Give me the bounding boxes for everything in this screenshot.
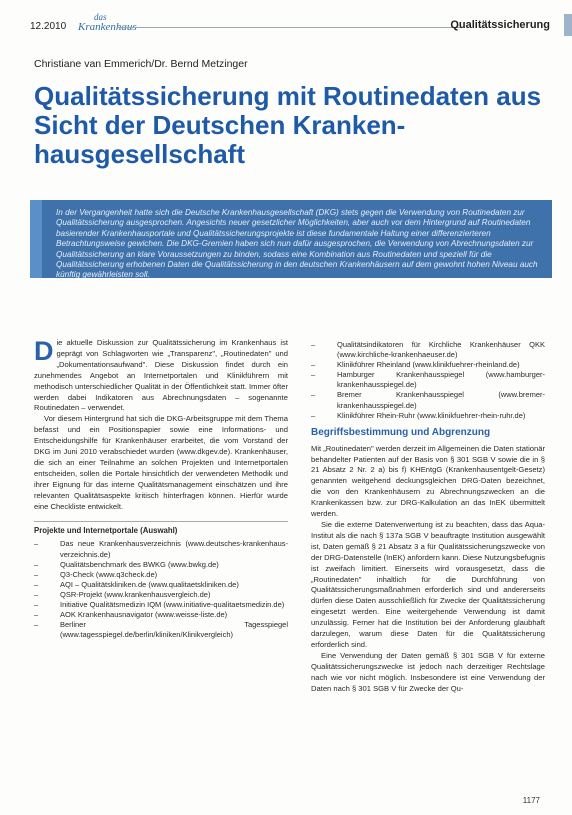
list-dash-icon: – [34, 559, 39, 569]
list-item-text: Bremer Krankenhausspiegel (www.bremer-krankenhausspiegel.de) [337, 390, 545, 410]
list-dash-icon: – [34, 620, 39, 630]
logo-main-text: Krankenhaus [78, 21, 137, 33]
right-paragraph-2: Sie die externe Datenverwertung ist zu beachten, dass das Aqua-Institut als die nach § 137a SGB V beauftragte Institution ausgewählt ist, Daten gemäß § 21 Absatz 3 a für Qualitätssicherungszwecke von der DRG-Datenstelle (InEK) anfordern kann. Diese Nutzungsbefugnis ist zweifach limitiert. Einerseits wird vorausgesetzt, dass die „Routinedaten" inhaltlich für die Durchführung von Qualitätssicherungsmaßnahmen erforderlich sind und andererseits dürfen diese Daten ausschließlich für Zwecke der Qualitätssicherung eingesetzt werden. Eine weitergehende Verwendung ist damit unzulässig. Ferner hat die Institution bei der Anforderung glaubhaft darzulegen, warum diese Daten für die Qualitätssicherung erforderlich sind. [311, 520, 545, 649]
list-item [311, 370, 545, 390]
header-rule [118, 27, 462, 28]
journal-logo [78, 12, 137, 32]
list-dash-icon: – [311, 340, 316, 349]
left-column [34, 338, 288, 640]
list-item [34, 570, 288, 580]
section-subheading: Begriffsbestimmung und Abgrenzung [311, 426, 491, 438]
list-item [34, 610, 288, 620]
list-item [311, 390, 545, 410]
list-item [311, 340, 545, 360]
logo-top-text: das [94, 12, 107, 22]
list-item-text: Berliner Tagesspiegel (www.tagesspiegel.de/berlin/kliniken/Klinikvergleich) [60, 620, 288, 640]
right-paragraph-3: Eine Verwendung der Daten gemäß § 301 SGB V für externe Qualitätssicherungszwecke ist jedoch nach derzeitiger Rechtslage nach wie vor nicht möglich. Insbesondere ist eine Verwendung der Daten nach § 301 SGB V für Zwecke der Qu- [311, 650, 545, 693]
list-dash-icon: – [34, 599, 39, 609]
list-item-text: QSR-Projekt (www.krankenhausvergleich.de) [60, 589, 211, 599]
list-item [34, 560, 288, 570]
left-paragraph-2: Vor diesem Hintergrund hat sich die DKG-Arbeitsgruppe mit dem Thema befasst und ein Positionspapier sowie eine Informations- und Entscheidungshilfe für Krankenhäuser erarbeitet, die vom Vorstand der DKG im Juni 2010 verabschiedet wurden (www.dkgev.de). Krankenhäuser, die sich an einer Teilnahme an solchen Projekten und Internetportalen entscheiden, sollen die Portale hinsichtlich der verwendeten Methodik und ihrer Eignung für das interne Qualitätsmanagement einschätzen und ihre relevanten Qualitätsaspekte kritisch hinterfragen können. Hierfür wurde eine Checkliste entwickelt. [34, 414, 288, 511]
abstract-box [30, 200, 552, 278]
list-dash-icon: – [311, 390, 316, 400]
list-dash-icon: – [34, 589, 39, 599]
list-item [311, 411, 545, 421]
article-title: Qualitätssicherung mit Routinedaten aus Sicht der Deutschen Kranken-hausgesellschaft [34, 81, 542, 169]
issue-date: 12.2010 [30, 21, 67, 32]
list-item-text: Initiative Qualitätsmedizin IQM (www.initiative-qualitaetsmedizin.de) [60, 599, 285, 609]
article-authors: Christiane van Emmerich/Dr. Bernd Metzinger [34, 58, 248, 70]
list-item [34, 590, 288, 600]
left-paragraph-1-text: ie aktuelle Diskussion zur Qualitätssicherung im Krankenhaus ist geprägt von Schlagworten wie „Transparenz", „Routinedaten" und „Dokumentationsaufwand". Diese Diskussion findet durch ein zunehmendes Angebot an Internetportalen und Klinikführern mit methodisch unterschiedlicher Qualität in der Öffentlichkeit statt. Immer öfter werden dabei Indikatoren aus Abrechnungsdaten – sogenannte Routinedaten – verwendet. [34, 338, 288, 413]
right-column [311, 340, 545, 695]
list-dash-icon: – [311, 410, 316, 420]
list-item-text: Qualitätsindikatoren für Kirchliche Krankenhäuser QKK (www.kirchliche-krankenhaeuser.de) [337, 340, 545, 360]
list-dash-icon: – [34, 610, 39, 620]
drop-cap: D [34, 336, 54, 366]
list-item [311, 360, 545, 370]
list-item-text: Qualitätsbenchmark des BWKG (www.bwkg.de) [60, 559, 219, 569]
list-dash-icon: – [34, 539, 39, 549]
projects-box [34, 521, 288, 641]
page-header [30, 10, 550, 36]
list-item [34, 620, 288, 640]
list-item-text: Klinikführer Rhein-Ruhr (www.klinikfuehrer-rhein-ruhr.de) [337, 410, 526, 420]
section-label: Qualitätssicherung [450, 19, 550, 31]
list-dash-icon: – [34, 579, 39, 589]
list-item-text: AQI – Qualitätskliniken.de (www.qualitaetskliniken.de) [60, 579, 239, 589]
list-dash-icon: – [311, 360, 316, 370]
section-color-bar [564, 14, 572, 36]
projects-list-continued [311, 340, 545, 421]
list-item-text: Q3-Check (www.q3check.de) [60, 569, 158, 579]
projects-list [34, 539, 288, 640]
page-number: 1177 [522, 796, 540, 805]
list-item [34, 600, 288, 610]
list-item-text: Das neue Krankenhausverzeichnis (www.deutsches-krankenhaus-verzeichnis.de) [60, 539, 288, 559]
list-dash-icon: – [311, 370, 316, 380]
right-paragraph-1: Mit „Routinedaten" werden derzeit im Allgemeinen die Daten stationär behandelter Patienten auf der Basis von § 301 SGB V sowie die in § 21 Absatz 2 Nr. 2 a) bis f) KHEntgG (Krankenhausentgelt-Gesetz) genannten weitgehend deckungsgleichen DRG-Daten bezeichnet, die von den Krankenhäusern zu Abrechnungszwecken an die Krankenkassen bzw. zur DRG-Kalkulation an das InEK übermittelt werden. [311, 443, 546, 519]
projects-box-title: Projekte und Internetportale (Auswahl) [34, 525, 178, 535]
list-item-text: AOK Krankenhausnavigator (www.weisse-liste.de) [60, 610, 228, 620]
left-paragraph-1 [34, 338, 288, 414]
list-dash-icon: – [34, 569, 39, 579]
list-item [34, 580, 288, 590]
list-item-text: Hamburger Krankenhausspiegel (www.hamburger-krankenhausspiegel.de) [337, 370, 545, 390]
list-item [34, 539, 288, 559]
list-item-text: Klinikführer Rheinland (www.klinikfuehrer-rheinland.de) [337, 360, 520, 370]
abstract-text: In der Vergangenheit hatte sich die Deutsche Krankenhausgesellschaft (DKG) stets gegen die Verwendung von Routinedaten zur Qualitätssicherung ausgesprochen. Angesichts neuer gesetzlicher Möglichkeiten, aber auch vor dem Hintergrund auf Routinedaten basierender Krankenhausportale und Qualitätssicherungsprojekte ist diese fundamentale Haltung einer differenzierteren Betrachtungsweise gewichen. Die DKG-Gremien haben sich nun dafür ausgesprochen, die Verwendung von Abrechnungsdaten zur Qualitätssicherung an klare Voraussetzungen zu binden, sodass eine Kombination aus Routinedaten und speziell für die Qualitätssicherung erhobenen Daten die Qualitätssicherung in den deutschen Krankenhäusern auf dem gewohnt hohen Niveau auch künftig gewährleisten soll. [56, 208, 538, 280]
